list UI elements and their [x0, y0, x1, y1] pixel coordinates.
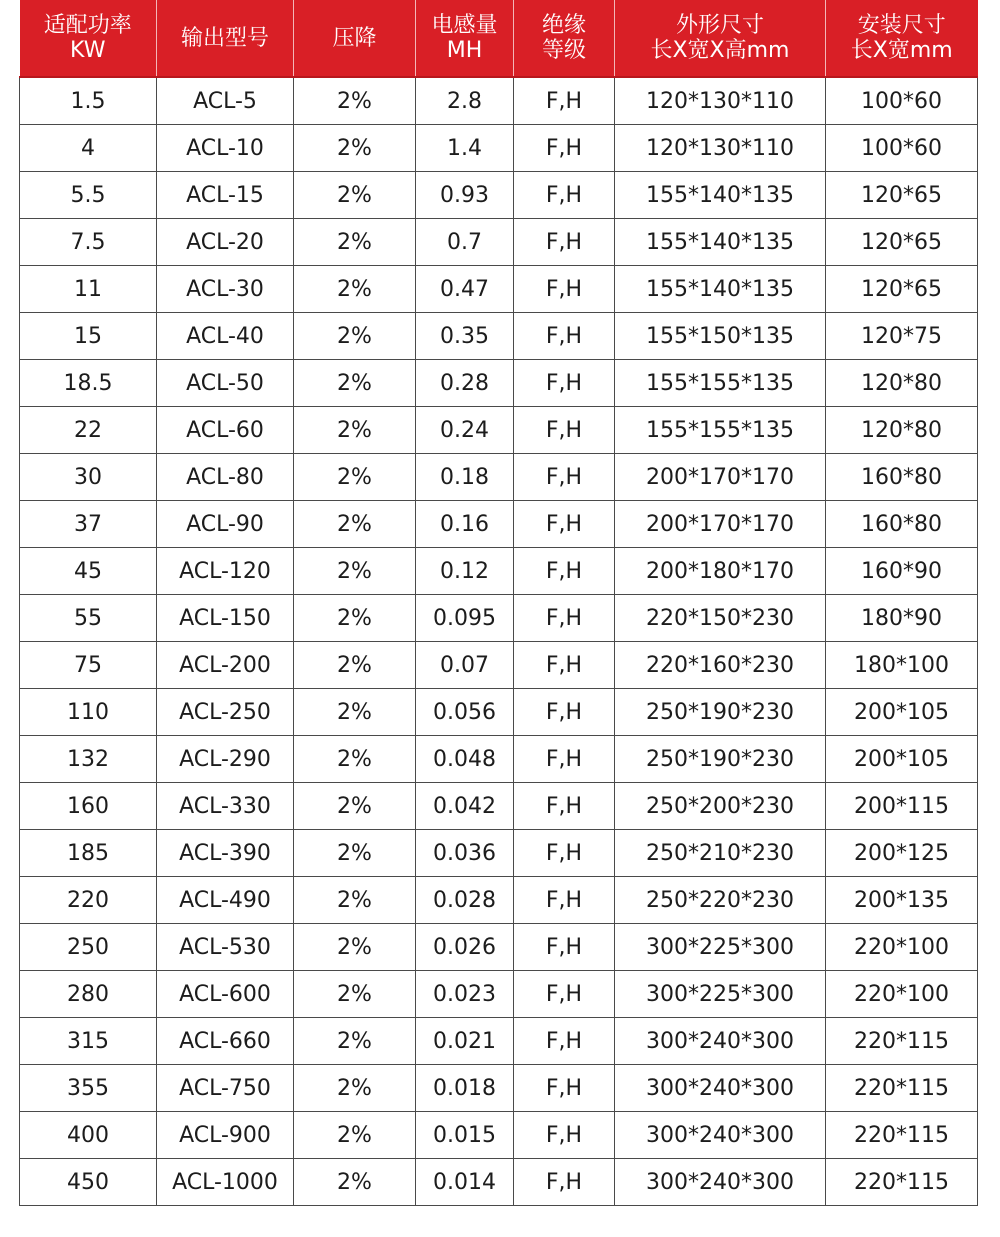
header-voltage-drop [294, 0, 416, 77]
model-cell: ACL-20 [157, 219, 294, 266]
inductance-cell: 0.93 [416, 172, 514, 219]
model-cell: ACL-290 [157, 736, 294, 783]
header-label-line: 绝缘 [541, 13, 586, 38]
table-row [20, 1159, 978, 1206]
inductance-cell: 0.036 [416, 830, 514, 877]
model-cell: ACL-900 [157, 1112, 294, 1159]
table-row [20, 219, 978, 266]
insulation-cell: F,H [514, 642, 615, 689]
power-cell: 250 [20, 924, 157, 971]
model-cell: ACL-530 [157, 924, 294, 971]
model-cell: ACL-490 [157, 877, 294, 924]
mounting-dimensions-cell: 200*115 [826, 783, 978, 830]
model-cell: ACL-50 [157, 360, 294, 407]
model-cell: ACL-250 [157, 689, 294, 736]
table-row [20, 360, 978, 407]
voltage-drop-cell: 2% [294, 407, 416, 454]
power-cell: 185 [20, 830, 157, 877]
header-power-kw [20, 0, 157, 77]
power-cell: 280 [20, 971, 157, 1018]
inductance-cell: 0.048 [416, 736, 514, 783]
table-row [20, 924, 978, 971]
voltage-drop-cell: 2% [294, 642, 416, 689]
outer-dimensions-cell: 220*160*230 [615, 642, 826, 689]
voltage-drop-cell: 2% [294, 125, 416, 172]
insulation-cell: F,H [514, 877, 615, 924]
table-row [20, 125, 978, 172]
outer-dimensions-cell: 300*225*300 [615, 924, 826, 971]
power-cell: 315 [20, 1018, 157, 1065]
table-row [20, 313, 978, 360]
outer-dimensions-cell: 200*180*170 [615, 548, 826, 595]
voltage-drop-cell: 2% [294, 689, 416, 736]
mounting-dimensions-cell: 100*60 [826, 125, 978, 172]
inductance-cell: 0.12 [416, 548, 514, 595]
mounting-dimensions-cell: 160*90 [826, 548, 978, 595]
inductance-cell: 0.056 [416, 689, 514, 736]
header-label-line: 压降 [332, 25, 377, 51]
insulation-cell: F,H [514, 172, 615, 219]
header-label-line: 长X宽X高mm [650, 38, 790, 63]
power-cell: 4 [20, 125, 157, 172]
voltage-drop-cell: 2% [294, 313, 416, 360]
model-cell: ACL-330 [157, 783, 294, 830]
voltage-drop-cell: 2% [294, 77, 416, 125]
table-row [20, 1112, 978, 1159]
model-cell: ACL-150 [157, 595, 294, 642]
mounting-dimensions-cell: 200*105 [826, 736, 978, 783]
power-cell: 7.5 [20, 219, 157, 266]
inductance-cell: 0.7 [416, 219, 514, 266]
table-row [20, 548, 978, 595]
mounting-dimensions-cell: 200*105 [826, 689, 978, 736]
power-cell: 450 [20, 1159, 157, 1206]
inductance-cell: 0.018 [416, 1065, 514, 1112]
table-row [20, 971, 978, 1018]
mounting-dimensions-cell: 220*115 [826, 1065, 978, 1112]
power-cell: 160 [20, 783, 157, 830]
model-cell: ACL-10 [157, 125, 294, 172]
table-header [20, 0, 978, 77]
outer-dimensions-cell: 155*140*135 [615, 266, 826, 313]
inductance-cell: 0.023 [416, 971, 514, 1018]
insulation-cell: F,H [514, 454, 615, 501]
inductance-cell: 0.35 [416, 313, 514, 360]
header-model [157, 0, 294, 77]
table-row [20, 454, 978, 501]
outer-dimensions-cell: 155*140*135 [615, 219, 826, 266]
outer-dimensions-cell: 200*170*170 [615, 454, 826, 501]
header-label-line: 输出型号 [180, 25, 269, 51]
mounting-dimensions-cell: 120*80 [826, 360, 978, 407]
model-cell: ACL-390 [157, 830, 294, 877]
outer-dimensions-cell: 250*190*230 [615, 736, 826, 783]
mounting-dimensions-cell: 200*135 [826, 877, 978, 924]
header-outer-dimensions [615, 0, 826, 77]
insulation-cell: F,H [514, 1159, 615, 1206]
mounting-dimensions-cell: 180*90 [826, 595, 978, 642]
voltage-drop-cell: 2% [294, 454, 416, 501]
inductance-cell: 0.47 [416, 266, 514, 313]
insulation-cell: F,H [514, 548, 615, 595]
mounting-dimensions-cell: 160*80 [826, 501, 978, 548]
inductance-cell: 0.014 [416, 1159, 514, 1206]
inductance-cell: 1.4 [416, 125, 514, 172]
insulation-cell: F,H [514, 77, 615, 125]
insulation-cell: F,H [514, 971, 615, 1018]
table-body [20, 77, 978, 1206]
model-cell: ACL-660 [157, 1018, 294, 1065]
outer-dimensions-cell: 120*130*110 [615, 77, 826, 125]
table-row [20, 689, 978, 736]
voltage-drop-cell: 2% [294, 595, 416, 642]
mounting-dimensions-cell: 220*115 [826, 1018, 978, 1065]
mounting-dimensions-cell: 120*75 [826, 313, 978, 360]
power-cell: 18.5 [20, 360, 157, 407]
inductance-cell: 0.095 [416, 595, 514, 642]
table-row [20, 1018, 978, 1065]
model-cell: ACL-1000 [157, 1159, 294, 1206]
power-cell: 15 [20, 313, 157, 360]
power-cell: 355 [20, 1065, 157, 1112]
outer-dimensions-cell: 250*210*230 [615, 830, 826, 877]
mounting-dimensions-cell: 220*115 [826, 1112, 978, 1159]
header-mounting-dimensions [826, 0, 978, 77]
mounting-dimensions-cell: 220*115 [826, 1159, 978, 1206]
insulation-cell: F,H [514, 689, 615, 736]
inductance-cell: 0.07 [416, 642, 514, 689]
insulation-cell: F,H [514, 266, 615, 313]
mounting-dimensions-cell: 120*65 [826, 219, 978, 266]
power-cell: 45 [20, 548, 157, 595]
voltage-drop-cell: 2% [294, 1065, 416, 1112]
power-cell: 30 [20, 454, 157, 501]
outer-dimensions-cell: 155*155*135 [615, 407, 826, 454]
outer-dimensions-cell: 155*150*135 [615, 313, 826, 360]
outer-dimensions-cell: 220*150*230 [615, 595, 826, 642]
mounting-dimensions-cell: 120*65 [826, 172, 978, 219]
insulation-cell: F,H [514, 736, 615, 783]
spec-table [19, 0, 978, 1206]
voltage-drop-cell: 2% [294, 1159, 416, 1206]
header-row [20, 0, 978, 77]
insulation-cell: F,H [514, 1112, 615, 1159]
table-row [20, 1065, 978, 1112]
power-cell: 220 [20, 877, 157, 924]
voltage-drop-cell: 2% [294, 172, 416, 219]
mounting-dimensions-cell: 220*100 [826, 971, 978, 1018]
mounting-dimensions-cell: 120*80 [826, 407, 978, 454]
power-cell: 37 [20, 501, 157, 548]
header-label-line: 长X宽mm [850, 38, 953, 63]
header-inductance [416, 0, 514, 77]
mounting-dimensions-cell: 180*100 [826, 642, 978, 689]
header-label-line: 外形尺寸 [675, 13, 764, 38]
mounting-dimensions-cell: 160*80 [826, 454, 978, 501]
voltage-drop-cell: 2% [294, 501, 416, 548]
inductance-cell: 2.8 [416, 77, 514, 125]
header-label-line: 电感量 [431, 13, 498, 38]
model-cell: ACL-40 [157, 313, 294, 360]
table-row [20, 642, 978, 689]
model-cell: ACL-90 [157, 501, 294, 548]
inductance-cell: 0.021 [416, 1018, 514, 1065]
header-label-line: 安装尺寸 [857, 13, 946, 38]
insulation-cell: F,H [514, 595, 615, 642]
insulation-cell: F,H [514, 1065, 615, 1112]
outer-dimensions-cell: 300*225*300 [615, 971, 826, 1018]
voltage-drop-cell: 2% [294, 1112, 416, 1159]
table-row [20, 407, 978, 454]
header-insulation-class [514, 0, 615, 77]
table-row [20, 877, 978, 924]
model-cell: ACL-120 [157, 548, 294, 595]
voltage-drop-cell: 2% [294, 360, 416, 407]
mounting-dimensions-cell: 220*100 [826, 924, 978, 971]
power-cell: 5.5 [20, 172, 157, 219]
voltage-drop-cell: 2% [294, 783, 416, 830]
voltage-drop-cell: 2% [294, 877, 416, 924]
table-row [20, 77, 978, 125]
model-cell: ACL-15 [157, 172, 294, 219]
outer-dimensions-cell: 155*155*135 [615, 360, 826, 407]
insulation-cell: F,H [514, 1018, 615, 1065]
insulation-cell: F,H [514, 830, 615, 877]
outer-dimensions-cell: 200*170*170 [615, 501, 826, 548]
inductance-cell: 0.026 [416, 924, 514, 971]
mounting-dimensions-cell: 120*65 [826, 266, 978, 313]
model-cell: ACL-750 [157, 1065, 294, 1112]
inductance-cell: 0.28 [416, 360, 514, 407]
voltage-drop-cell: 2% [294, 971, 416, 1018]
insulation-cell: F,H [514, 783, 615, 830]
model-cell: ACL-30 [157, 266, 294, 313]
outer-dimensions-cell: 250*190*230 [615, 689, 826, 736]
outer-dimensions-cell: 120*130*110 [615, 125, 826, 172]
mounting-dimensions-cell: 200*125 [826, 830, 978, 877]
power-cell: 55 [20, 595, 157, 642]
outer-dimensions-cell: 300*240*300 [615, 1065, 826, 1112]
table-row [20, 595, 978, 642]
power-cell: 75 [20, 642, 157, 689]
voltage-drop-cell: 2% [294, 924, 416, 971]
model-cell: ACL-5 [157, 77, 294, 125]
insulation-cell: F,H [514, 360, 615, 407]
outer-dimensions-cell: 300*240*300 [615, 1018, 826, 1065]
voltage-drop-cell: 2% [294, 1018, 416, 1065]
table-row [20, 172, 978, 219]
insulation-cell: F,H [514, 407, 615, 454]
inductance-cell: 0.16 [416, 501, 514, 548]
voltage-drop-cell: 2% [294, 266, 416, 313]
power-cell: 1.5 [20, 77, 157, 125]
insulation-cell: F,H [514, 501, 615, 548]
model-cell: ACL-200 [157, 642, 294, 689]
mounting-dimensions-cell: 100*60 [826, 77, 978, 125]
table-row [20, 830, 978, 877]
power-cell: 132 [20, 736, 157, 783]
outer-dimensions-cell: 300*240*300 [615, 1112, 826, 1159]
header-label-line: KW [70, 38, 106, 63]
power-cell: 400 [20, 1112, 157, 1159]
insulation-cell: F,H [514, 924, 615, 971]
power-cell: 110 [20, 689, 157, 736]
table-row [20, 783, 978, 830]
inductance-cell: 0.015 [416, 1112, 514, 1159]
insulation-cell: F,H [514, 219, 615, 266]
outer-dimensions-cell: 250*200*230 [615, 783, 826, 830]
table-row [20, 266, 978, 313]
header-label-line: MH [446, 38, 483, 63]
inductance-cell: 0.24 [416, 407, 514, 454]
table-row [20, 501, 978, 548]
power-cell: 22 [20, 407, 157, 454]
voltage-drop-cell: 2% [294, 830, 416, 877]
model-cell: ACL-80 [157, 454, 294, 501]
table-row [20, 736, 978, 783]
insulation-cell: F,H [514, 313, 615, 360]
header-label-line: 等级 [541, 38, 586, 63]
inductance-cell: 0.042 [416, 783, 514, 830]
model-cell: ACL-60 [157, 407, 294, 454]
voltage-drop-cell: 2% [294, 548, 416, 595]
outer-dimensions-cell: 155*140*135 [615, 172, 826, 219]
insulation-cell: F,H [514, 125, 615, 172]
inductance-cell: 0.028 [416, 877, 514, 924]
header-label-line: 适配功率 [43, 13, 132, 38]
power-cell: 11 [20, 266, 157, 313]
outer-dimensions-cell: 250*220*230 [615, 877, 826, 924]
voltage-drop-cell: 2% [294, 219, 416, 266]
model-cell: ACL-600 [157, 971, 294, 1018]
voltage-drop-cell: 2% [294, 736, 416, 783]
inductance-cell: 0.18 [416, 454, 514, 501]
outer-dimensions-cell: 300*240*300 [615, 1159, 826, 1206]
